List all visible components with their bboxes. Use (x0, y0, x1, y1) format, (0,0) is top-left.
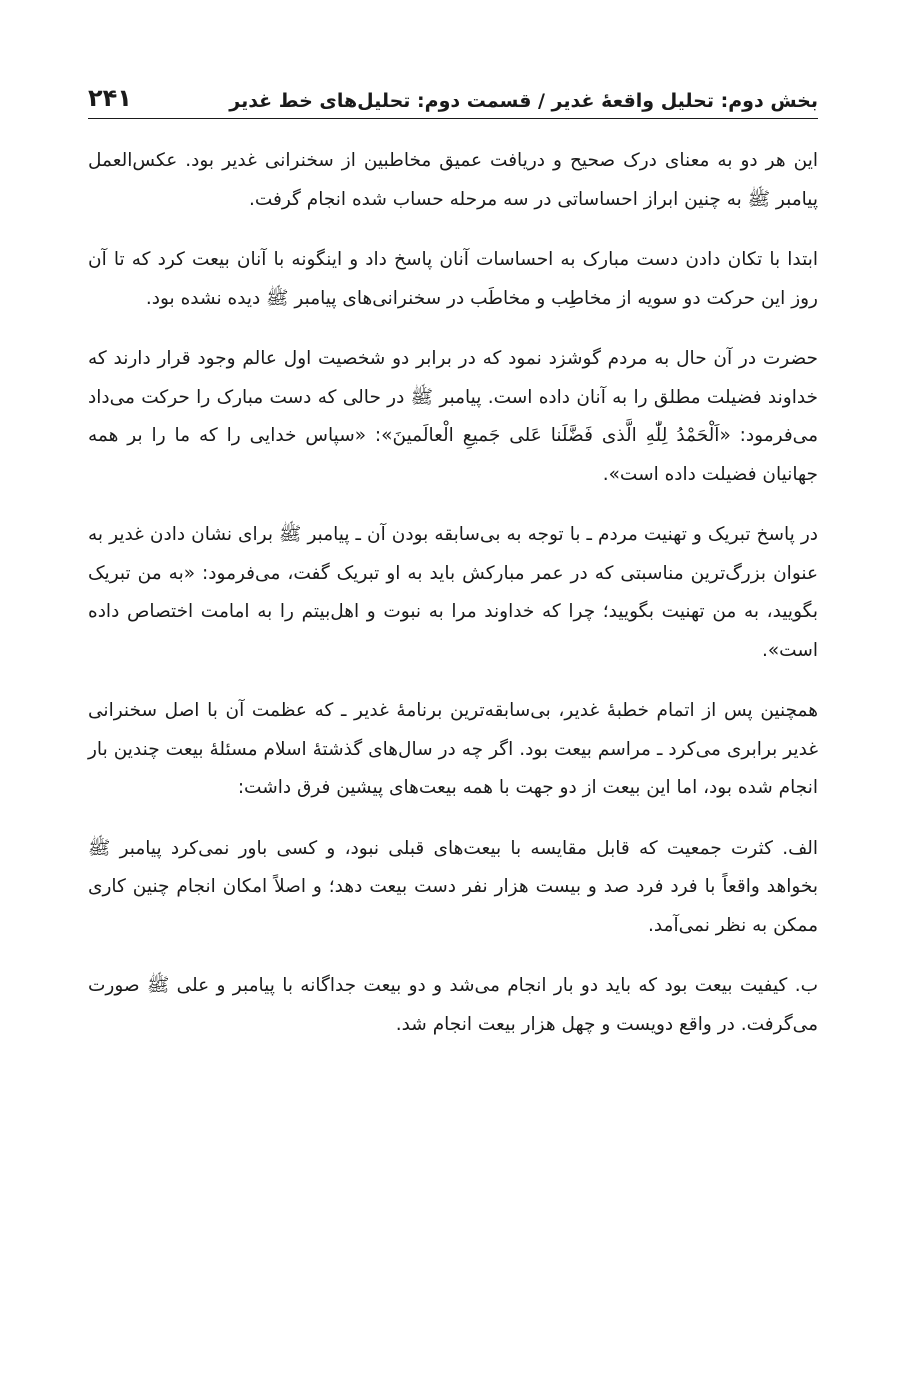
page-number: ۲۴۱ (88, 84, 132, 112)
book-page (88, 0, 818, 1390)
paragraph: ابتدا با تکان دادن دست مبارک به احساسات آنان پاسخ داد و اینگونه با آنان بیعت کرد که تا آن روز این حرکت دو سویه از مخاطِب و مخاطَب در سخنرانی‌های پیامبر ﷺ دیده نشده بود. (88, 249, 818, 309)
page-header (88, 68, 818, 119)
paragraph: همچنین پس از اتمام خطبهٔ غدیر، بی‌سابقه‌ترین برنامهٔ غدیر ـ که عظمت آن با اصل سخنرانی غدیر برابری می‌کرد ـ مراسم بیعت بود. اگر چه در سال‌های گذشتهٔ اسلام مسئلهٔ بیعت چندین بار انجام شده بود، اما این بیعت از دو جهت با همه بیعت‌های پیشین فرق داشت: (88, 700, 818, 798)
running-head: بخش دوم: تحلیل واقعهٔ غدیر / قسمت دوم: تحلیل‌های خط غدیر (229, 90, 818, 112)
paragraph: این هر دو به معنای درک صحیح و دریافت عمیق مخاطبین از سخنرانی غدیر بود. عکس‌العمل پیامبر ﷺ به چنین ابراز احساساتی در سه مرحله حساب شده انجام گرفت. (88, 150, 818, 210)
paragraph: حضرت در آن حال به مردم گوشزد نمود که در برابر دو شخصیت اول عالم وجود قرار دارند که خداوند فضیلت مطلق را به آنان داده است. پیامبر ﷺ در حالی که دست مبارک را حرکت می‌داد می‌فرمود: «اَلْحَمْدُ لِلّٰهِ الَّذی فَضَّلَنا عَلی جَمیعِ الْعالَمینَ»: «سپاس خدایی را که ما را بر همه جهانیان فضیلت داده است». (88, 348, 818, 485)
paragraph: در پاسخ تبریک و تهنیت مردم ـ با توجه به بی‌سابقه بودن آن ـ پیامبر ﷺ برای نشان دادن غدیر به عنوان بزرگ‌ترین مناسبتی که در عمر مبارکش باید به او تبریک گفت، می‌فرمود: «به من تبریک بگویید، به من تهنیت بگویید؛ چرا که خداوند مرا به نبوت و اهل‌بیتم را به امامت اختصاص داده است». (88, 524, 818, 661)
paragraph: الف. کثرت جمعیت که قابل مقایسه با بیعت‌های قبلی نبود، و کسی باور نمی‌کرد پیامبر ﷺ بخواهد واقعاً با فرد فرد صد و بیست هزار نفر دست بیعت دهد؛ و اصلاً امکان انجام چنین کاری ممکن به نظر نمی‌آمد. (88, 837, 818, 936)
paragraph: ب. کیفیت بیعت بود که باید دو بار انجام می‌شد و دو بیعت جداگانه با پیامبر و علی ﷺ صورت می‌گرفت. در واقع دویست و چهل هزار بیعت انجام شد. (88, 975, 818, 1035)
body-text (88, 142, 818, 1066)
